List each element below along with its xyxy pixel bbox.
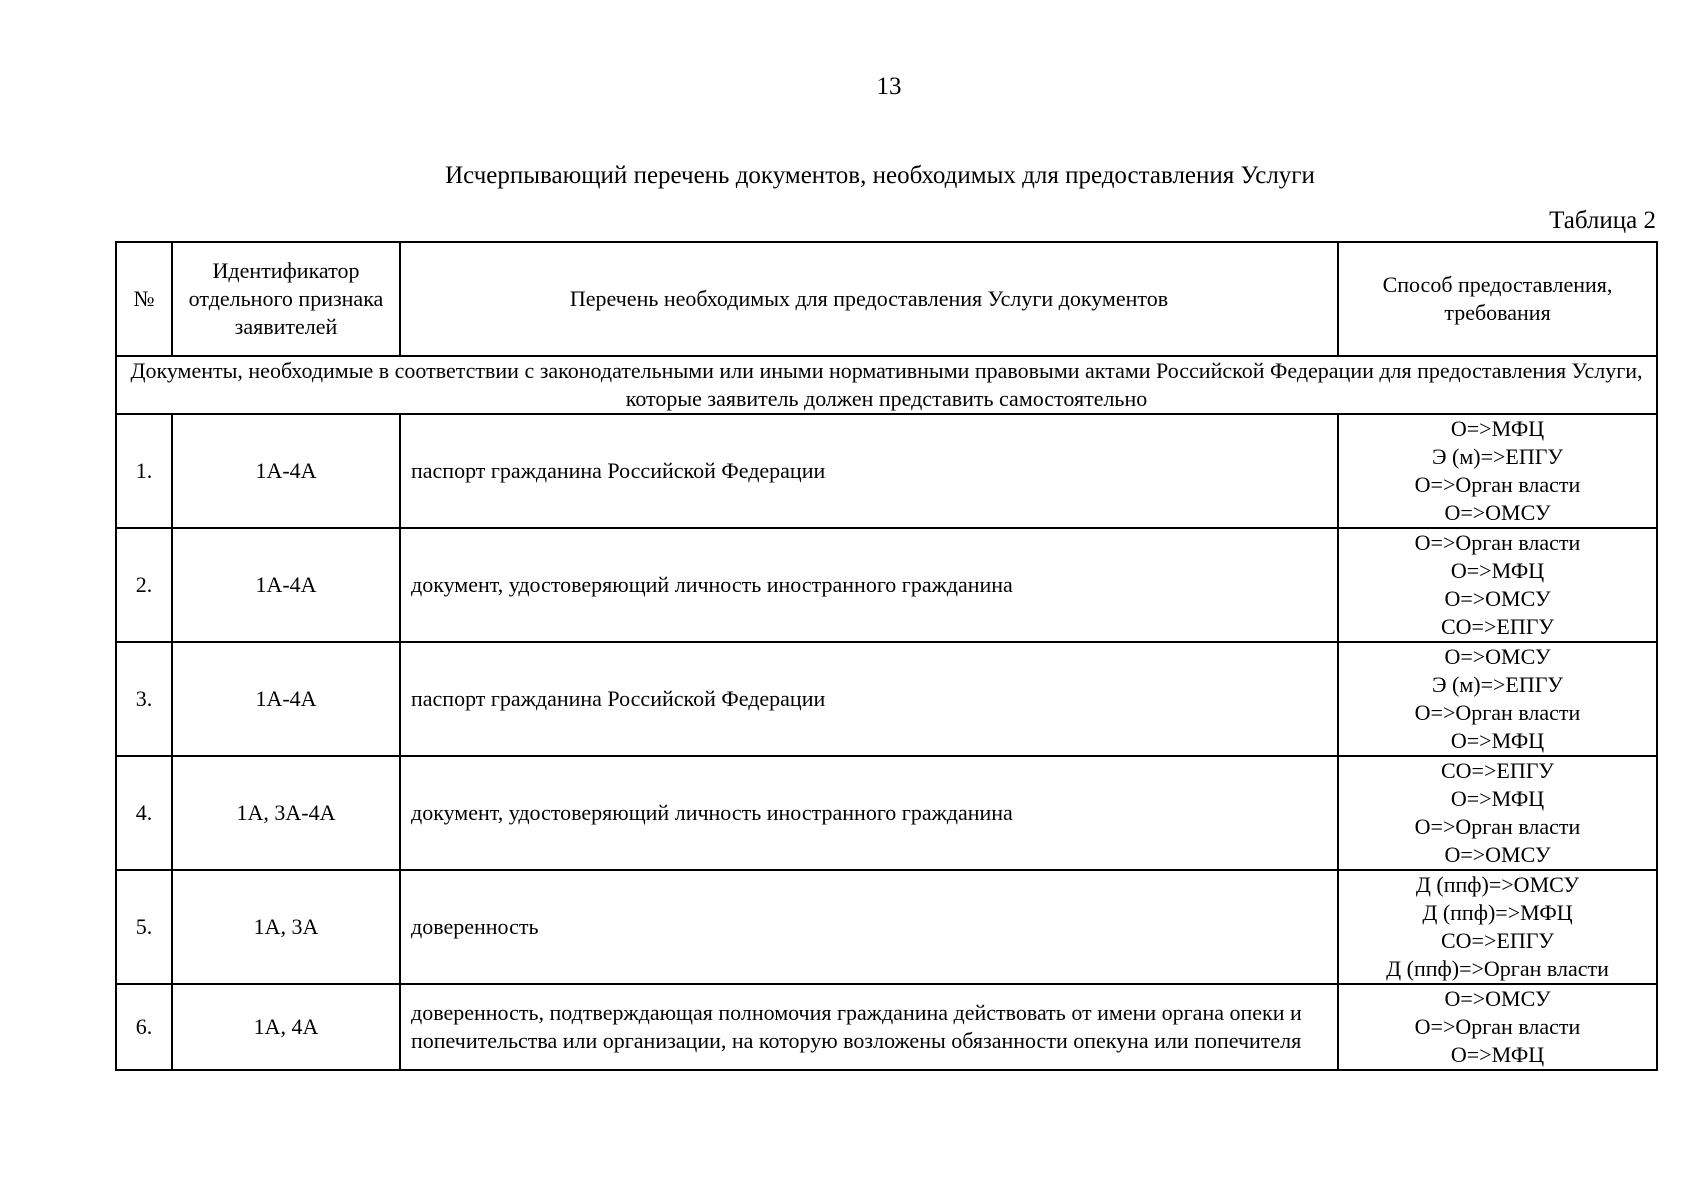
method-item: О=>МФЦ [1450, 416, 1545, 441]
row-identifier: 1А, 3А [172, 870, 400, 984]
header-documents-list: Перечень необходимых для предоставления Услуги документов [400, 242, 1338, 356]
table-header-row [116, 242, 1657, 356]
row-identifier: 1А, 4А [172, 984, 400, 1070]
method-item: О=>Орган власти [1414, 700, 1581, 725]
row-document: паспорт гражданина Российской Федерации [400, 414, 1338, 528]
document-title: Исчерпывающий перечень документов, необходимых для предоставления Услуги [445, 162, 1315, 189]
row-method-list [1338, 528, 1657, 642]
method-item: О=>ОМСУ [1444, 586, 1551, 611]
method-item: О=>ОМСУ [1444, 842, 1551, 867]
method-item: О=>МФЦ [1450, 1042, 1545, 1067]
row-method-list [1338, 756, 1657, 870]
section-row [116, 356, 1657, 414]
row-number: 2. [116, 528, 172, 642]
row-number: 6. [116, 984, 172, 1070]
row-number: 5. [116, 870, 172, 984]
table-body [116, 356, 1657, 1070]
method-item: Д (ппф)=>Орган власти [1386, 956, 1609, 981]
table-row [116, 756, 1657, 870]
row-method-list [1338, 984, 1657, 1070]
header-identifier: Идентификатор отдельного признака заявителей [172, 242, 400, 356]
method-item: О=>МФЦ [1450, 558, 1545, 583]
method-item: О=>ОМСУ [1444, 644, 1551, 669]
row-document: доверенность [400, 870, 1338, 984]
documents-table [115, 241, 1658, 1071]
method-item: О=>Орган власти [1414, 472, 1581, 497]
method-item: О=>Орган власти [1414, 1014, 1581, 1039]
table-row [116, 642, 1657, 756]
row-document: доверенность, подтверждающая полномочия гражданина действовать от имени органа опеки и попечительства или организации, на которую возложены обязанности опекуна или попечителя [400, 984, 1338, 1070]
row-document: документ, удостоверяющий личность иностранного гражданина [400, 756, 1338, 870]
method-item: СО=>ЕПГУ [1441, 928, 1554, 953]
method-item: СО=>ЕПГУ [1441, 758, 1554, 783]
method-item: О=>ОМСУ [1444, 500, 1551, 525]
row-number: 1. [116, 414, 172, 528]
method-item: О=>ОМСУ [1444, 986, 1551, 1011]
section-heading: Документы, необходимые в соответствии с законодательными или иными нормативными правовыми актами Российской Федерации для предоставления Услуги, которые заявитель должен представить самостоятельно [116, 356, 1657, 414]
row-document: документ, удостоверяющий личность иностранного гражданина [400, 528, 1338, 642]
method-item: О=>МФЦ [1450, 728, 1545, 753]
row-identifier: 1А-4А [172, 528, 400, 642]
table-row [116, 870, 1657, 984]
row-method-list [1338, 642, 1657, 756]
row-identifier: 1А, 3А-4А [172, 756, 400, 870]
method-item: Э (м)=>ЕПГУ [1431, 672, 1564, 697]
table-row [116, 528, 1657, 642]
page-number: 13 [876, 73, 902, 100]
method-item: О=>Орган власти [1414, 530, 1581, 555]
method-item: О=>Орган власти [1414, 814, 1581, 839]
row-identifier: 1А-4А [172, 642, 400, 756]
table-caption: Таблица 2 [1549, 207, 1656, 234]
row-number: 4. [116, 756, 172, 870]
method-item: Э (м)=>ЕПГУ [1431, 444, 1564, 469]
row-number: 3. [116, 642, 172, 756]
method-item: Д (ппф)=>МФЦ [1422, 900, 1573, 925]
header-num: № [116, 242, 172, 356]
table-row [116, 984, 1657, 1070]
method-item: СО=>ЕПГУ [1441, 614, 1554, 639]
row-method-list [1338, 414, 1657, 528]
header-method: Способ предоставления, требования [1338, 242, 1657, 356]
row-method-list [1338, 870, 1657, 984]
row-identifier: 1А-4А [172, 414, 400, 528]
method-item: Д (ппф)=>ОМСУ [1415, 872, 1580, 897]
row-document: паспорт гражданина Российской Федерации [400, 642, 1338, 756]
table-row [116, 414, 1657, 528]
method-item: О=>МФЦ [1450, 786, 1545, 811]
